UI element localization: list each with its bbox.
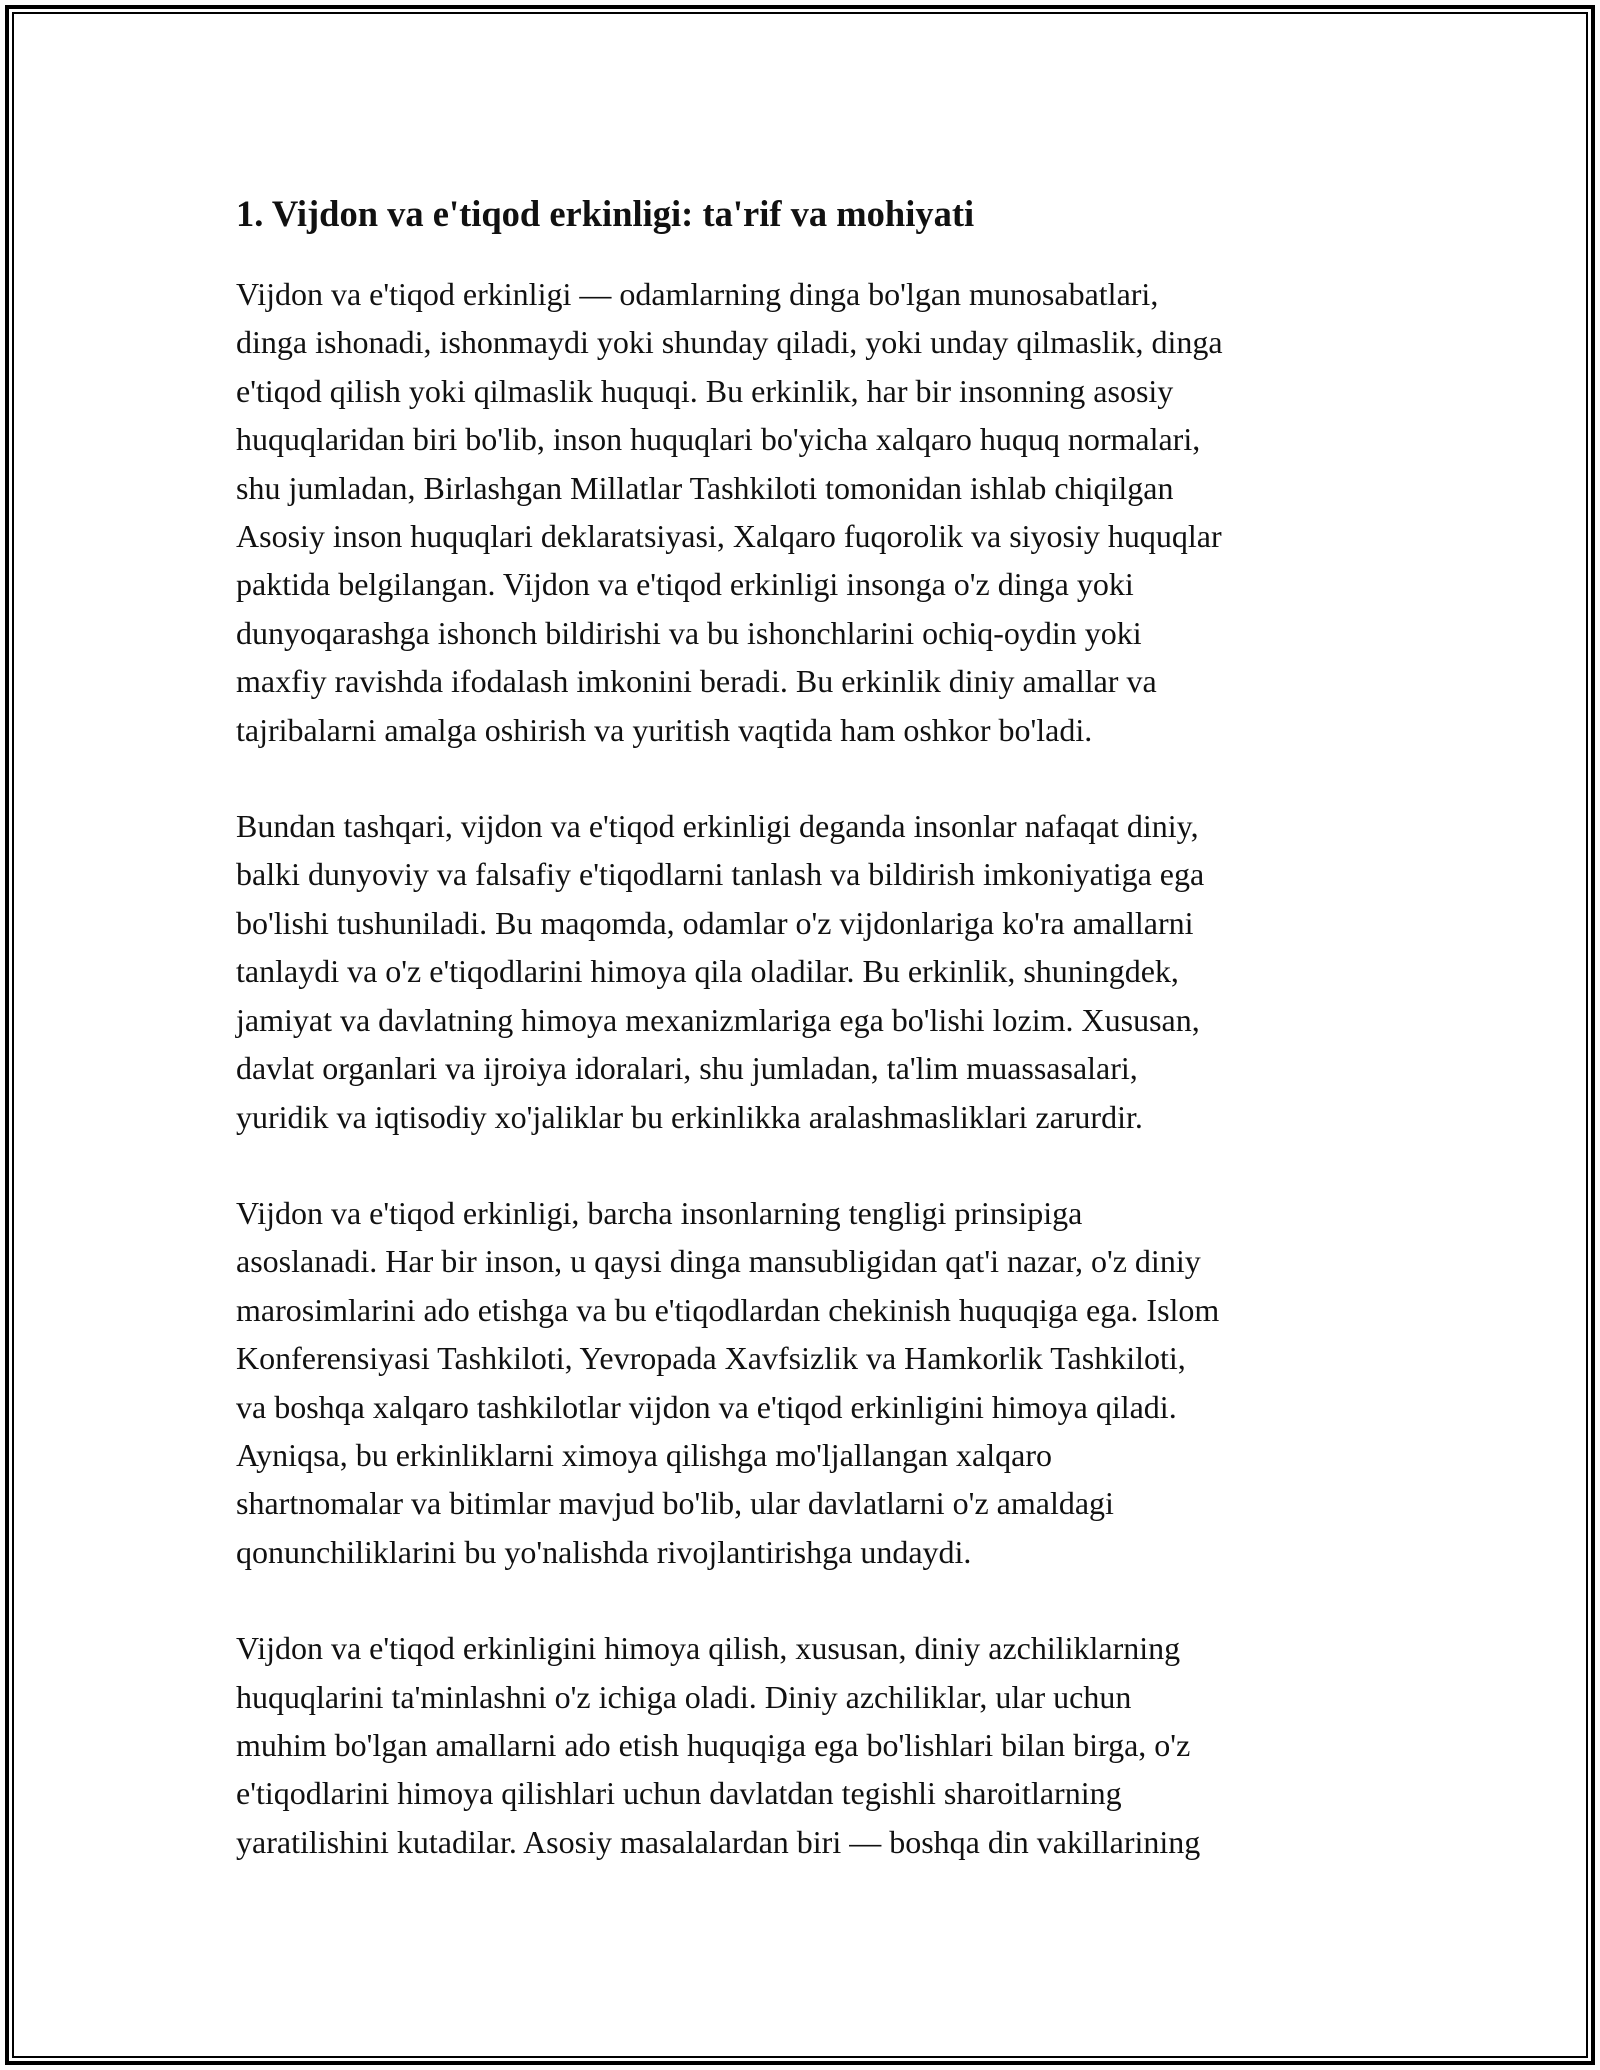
text-line: Vijdon va e'tiqod erkinligi — odamlarning dinga bo'lgan munosabatlari, <box>236 276 1159 312</box>
text-line: yuridik va iqtisodiy xo'jaliklar bu erkinlikka aralashmasliklari zarurdir. <box>236 1098 1143 1135</box>
text-line: dunyoqarashga ishonch bildirishi va bu ishonchlarini ochiq-oydin yoki <box>236 614 1142 651</box>
document-body <box>236 188 1376 1914</box>
text-line: e'tiqodlarini himoya qilishlari uchun davlatdan tegishli sharoitlarning <box>236 1775 1122 1812</box>
paragraph-4 <box>236 1624 1376 1866</box>
text-line: dinga ishonadi, ishonmaydi yoki shunday qiladi, yoki unday qilmaslik, dinga <box>236 324 1223 361</box>
text-line: e'tiqod qilish yoki qilmaslik huquqi. Bu erkinlik, har bir insonning asosiy <box>236 372 1174 409</box>
text-line: huquqlarini ta'minlashni o'z ichiga oladi. Diniy azchiliklar, ular uchun <box>236 1678 1132 1715</box>
paragraph-3 <box>236 1189 1376 1576</box>
text-line: Ayniqsa, bu erkinliklarni ximoya qilishga mo'ljallangan xalqaro <box>236 1436 1052 1473</box>
text-line: Bundan tashqari, vijdon va e'tiqod erkinligi deganda insonlar nafaqat diniy, <box>236 808 1199 845</box>
text-line: shartnomalar va bitimlar mavjud bo'lib, ular davlatlarni o'z amaldagi <box>236 1485 1114 1522</box>
text-line: davlat organlari va ijroiya idoralari, shu jumladan, ta'lim muassasalari, <box>236 1050 1138 1087</box>
text-line: balki dunyoviy va falsafiy e'tiqodlarni tanlash va bildirish imkoniyatiga ega <box>236 856 1205 893</box>
text-line: huquqlaridan biri bo'lib, inson huquqlari bo'yicha xalqaro huquq normalari, <box>236 421 1201 458</box>
text-line: tajribalarni amalga oshirish va yuritish vaqtida ham oshkor bo'ladi. <box>236 711 1093 748</box>
text-line: muhim bo'lgan amallarni ado etish huquqiga ega bo'lishlari bilan birga, o'z <box>236 1726 1191 1763</box>
text-line: asoslanadi. Har bir inson, u qaysi dinga mansubligidan qat'i nazar, o'z diniy <box>236 1243 1201 1280</box>
paragraph-2 <box>236 802 1376 1141</box>
text-line: tanlaydi va o'z e'tiqodlarini himoya qila oladilar. Bu erkinlik, shuningdek, <box>236 953 1179 990</box>
text-line: yaratilishini kutadilar. Asosiy masalalardan biri — boshqa din vakillarining <box>236 1823 1201 1860</box>
text-line: Vijdon va e'tiqod erkinligini himoya qilish, xususan, diniy azchiliklarning <box>236 1630 1181 1667</box>
text-line: Konferensiyasi Tashkiloti, Yevropada Xavfsizlik va Hamkorlik Tashkiloti, <box>236 1340 1186 1377</box>
text-line: shu jumladan, Birlashgan Millatlar Tashkiloti tomonidan ishlab chiqilgan <box>236 469 1174 506</box>
text-line: Vijdon va e'tiqod erkinligi, barcha insonlarning tengligi prinsipiga <box>236 1194 1083 1231</box>
text-line: qonunchiliklarini bu yo'nalishda rivojlantirishga undaydi. <box>236 1533 972 1570</box>
text-line: bo'lishi tushuniladi. Bu maqomda, odamlar o'z vijdonlariga ko'ra amallarni <box>236 904 1194 941</box>
section-title: 1. Vijdon va e'tiqod erkinligi: ta'rif va mohiyati <box>236 193 975 234</box>
text-line: Asosiy inson huquqlari deklaratsiyasi, Xalqaro fuqorolik va siyosiy huquqlar <box>236 518 1222 555</box>
paragraph-1 <box>236 270 1376 754</box>
text-line: paktida belgilangan. Vijdon va e'tiqod erkinligi insonga o'z dinga yoki <box>236 566 1134 603</box>
text-line: jamiyat va davlatning himoya mexanizmlariga ega bo'lishi lozim. Xususan, <box>236 1001 1200 1038</box>
text-line: va boshqa xalqaro tashkilotlar vijdon va e'tiqod erkinligini himoya qiladi. <box>236 1388 1177 1425</box>
text-line: maxfiy ravishda ifodalash imkonini beradi. Bu erkinlik diniy amallar va <box>236 663 1157 700</box>
text-line: marosimlarini ado etishga va bu e'tiqodlardan chekinish huquqiga ega. Islom <box>236 1291 1220 1328</box>
